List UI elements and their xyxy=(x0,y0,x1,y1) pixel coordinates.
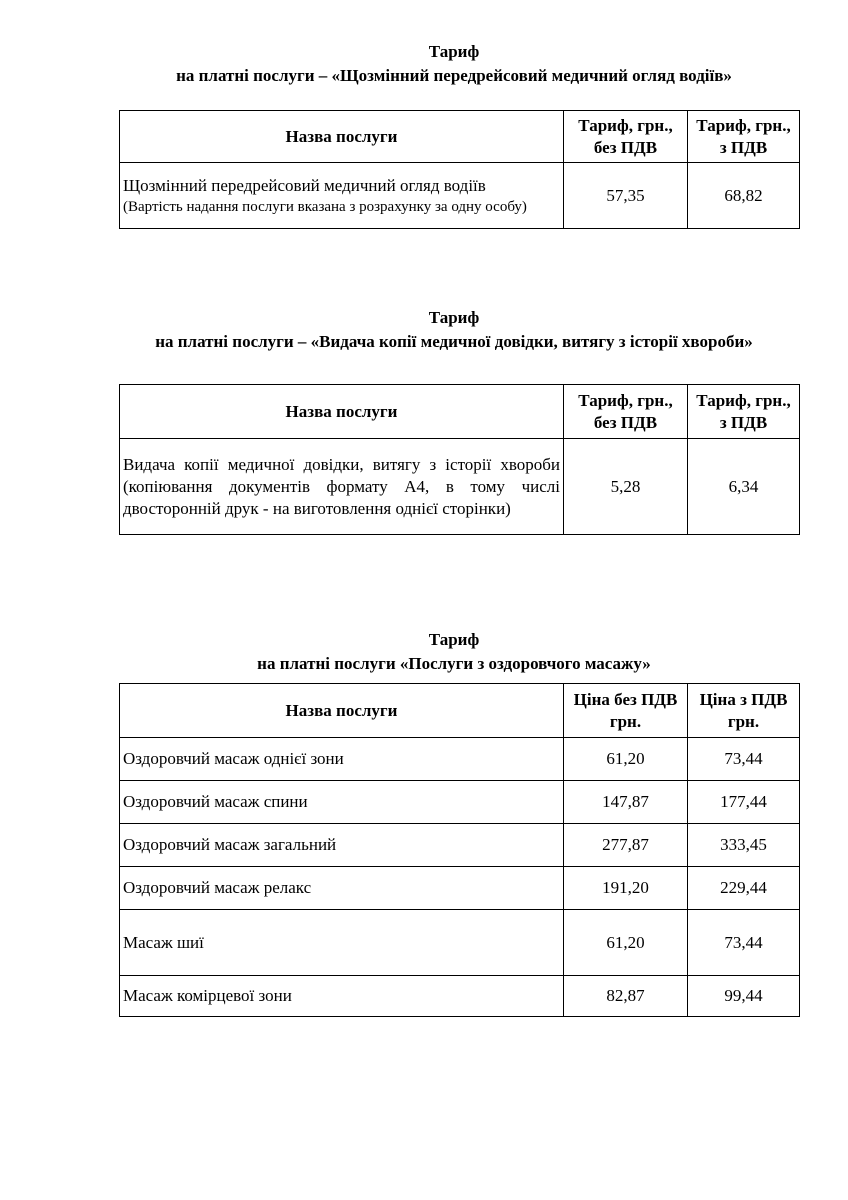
service-name: Масаж шиї xyxy=(120,910,564,976)
price-vat: 73,44 xyxy=(688,738,800,781)
header-service-name: Назва послуги xyxy=(120,684,564,738)
table-row xyxy=(120,824,800,867)
service-name: Оздоровчий масаж загальний xyxy=(120,824,564,867)
price-vat: 177,44 xyxy=(688,781,800,824)
service-name-cell xyxy=(120,163,564,229)
tariff-section-1 xyxy=(0,40,848,88)
header-price-no-vat: Ціна без ПДВ грн. xyxy=(564,684,688,738)
service-name: Щозмінний передрейсовий медичний огляд водіїв xyxy=(123,175,486,195)
tariff-section-3 xyxy=(0,628,848,676)
price-vat: 68,82 xyxy=(688,163,800,229)
tariff-table-2 xyxy=(119,384,800,535)
title-line-2: на платні послуги – «Видача копії медичної довідки, витягу з історії хвороби» xyxy=(155,332,753,351)
table-row xyxy=(120,738,800,781)
service-name: Видача копії медичної довідки, витягу з історії хвороби (копіювання документів формату А4, в тому числі двосторонній друк - на виготовлення однієї сторінки) xyxy=(120,439,564,535)
service-name: Масаж комірцевої зони xyxy=(120,976,564,1017)
header-price-no-vat: Тариф, грн., без ПДВ xyxy=(564,111,688,163)
tariff-table-1 xyxy=(119,110,800,229)
header-price-no-vat: Тариф, грн., без ПДВ xyxy=(564,385,688,439)
service-name: Оздоровчий масаж релакс xyxy=(120,867,564,910)
title-line-1: Тариф xyxy=(428,308,480,327)
price-no-vat: 82,87 xyxy=(564,976,688,1017)
table-row xyxy=(120,163,800,229)
title-line-1: Тариф xyxy=(428,630,480,649)
table-header-row xyxy=(120,684,800,738)
table-row xyxy=(120,867,800,910)
price-no-vat: 57,35 xyxy=(564,163,688,229)
title-line-1: Тариф xyxy=(428,42,480,61)
tariff-table-3 xyxy=(119,683,800,1017)
price-no-vat: 147,87 xyxy=(564,781,688,824)
table-row xyxy=(120,910,800,976)
tariff-section-2 xyxy=(0,306,848,354)
price-no-vat: 61,20 xyxy=(564,738,688,781)
section-title xyxy=(104,306,804,354)
header-price-vat: Тариф, грн., з ПДВ xyxy=(688,385,800,439)
table-header-row xyxy=(120,111,800,163)
table-header-row xyxy=(120,385,800,439)
table-row xyxy=(120,976,800,1017)
title-line-2: на платні послуги – «Щозмінний передрейсовий медичний огляд водіїв» xyxy=(176,66,732,85)
section-title xyxy=(104,40,804,88)
price-vat: 6,34 xyxy=(688,439,800,535)
section-title xyxy=(104,628,804,676)
price-no-vat: 191,20 xyxy=(564,867,688,910)
service-note: (Вартість надання послуги вказана з розрахунку за одну особу) xyxy=(123,198,527,215)
price-no-vat: 61,20 xyxy=(564,910,688,976)
title-line-2: на платні послуги «Послуги з оздоровчого масажу» xyxy=(257,654,651,673)
price-vat: 229,44 xyxy=(688,867,800,910)
service-name: Оздоровчий масаж спини xyxy=(120,781,564,824)
price-no-vat: 5,28 xyxy=(564,439,688,535)
price-vat: 333,45 xyxy=(688,824,800,867)
price-vat: 73,44 xyxy=(688,910,800,976)
price-no-vat: 277,87 xyxy=(564,824,688,867)
header-service-name: Назва послуги xyxy=(120,111,564,163)
table-row xyxy=(120,439,800,535)
service-name: Оздоровчий масаж однієї зони xyxy=(120,738,564,781)
header-price-vat: Тариф, грн., з ПДВ xyxy=(688,111,800,163)
table-row xyxy=(120,781,800,824)
price-vat: 99,44 xyxy=(688,976,800,1017)
header-price-vat: Ціна з ПДВ грн. xyxy=(688,684,800,738)
header-service-name: Назва послуги xyxy=(120,385,564,439)
